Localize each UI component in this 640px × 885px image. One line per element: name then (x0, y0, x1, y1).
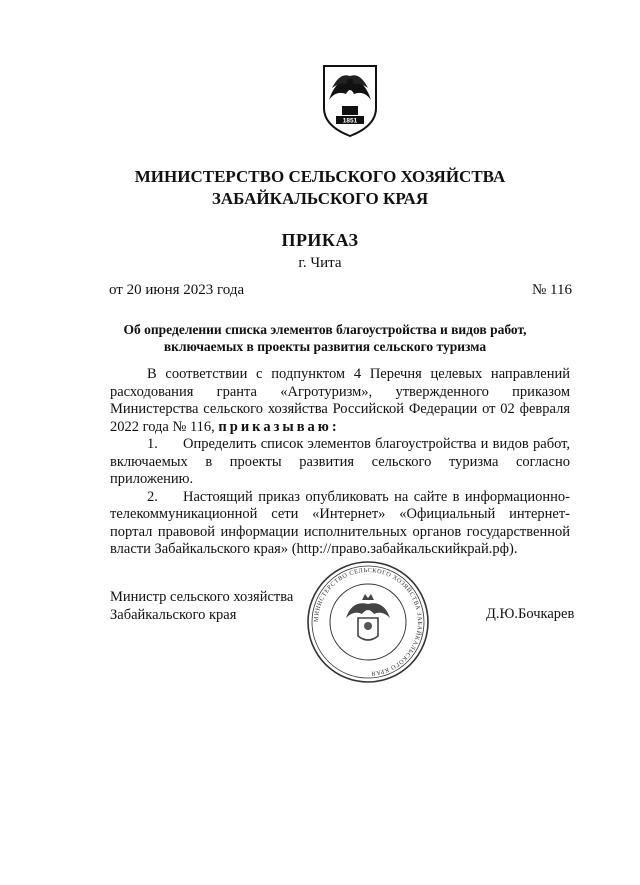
order-item-number: 1. (147, 436, 158, 452)
document-number: № 116 (531, 282, 572, 298)
seal-eagle-icon (346, 594, 390, 640)
subject-line1: Об определении списка элементов благоустройства и видов работ, (123, 322, 527, 337)
document-date: от 20 июня 2023 года (109, 282, 245, 298)
order-item-1 (110, 436, 570, 489)
signatory-name: Д.Ю.Бочкарев (486, 606, 575, 622)
order-item-text: Определить список элементов благоустройства и видов работ, включаемых в проекты развития сельского туризма согласно приложению. (110, 436, 570, 487)
signatory-title-line1: Министр сельского хозяйства (110, 589, 294, 605)
preamble-text: В соответствии с подпунктом 4 Перечня целевых направлений расходования гранта «Агротуризм», утвержденного приказом Министерства сельского хозяйства Российской Федерации от 02 февраля 2022 года № 116, (110, 366, 570, 435)
order-item-2 (110, 489, 570, 559)
order-item-text: Настоящий приказ опубликовать на сайте в информационно-телекоммуникационной сети «Интернет» «Официальный интернет-портал правовой информации исполнительных органов государственной власти Забайкальского края» (http://право.забайкальскийкрай.рф). (110, 488, 570, 557)
ministry-name-line2: ЗАБАЙКАЛЬСКОГО КРАЯ (211, 189, 429, 208)
seal-text: МИНИСТЕРСТВО СЕЛЬСКОГО ХОЗЯЙСТВА ЗАБАЙКАЛЬСКОГО КРАЯ (312, 566, 424, 677)
official-seal-icon (306, 560, 430, 684)
document-type: ПРИКАЗ (281, 230, 359, 250)
order-word: приказываю: (218, 418, 340, 435)
document-subject (120, 321, 530, 355)
ministry-name-line1: МИНИСТЕРСТВО СЕЛЬСКОГО ХОЗЯЙСТВА (134, 167, 506, 186)
signatory-title (110, 588, 293, 624)
document-body (110, 366, 570, 559)
ministry-name (100, 166, 540, 210)
emblem-year: 1851 (342, 117, 358, 125)
signatory-title-line2: Забайкальского края (110, 607, 237, 623)
preamble-paragraph (110, 366, 570, 436)
coat-of-arms-eagle-icon (320, 60, 380, 138)
subject-line2: включаемых в проекты развития сельского туризма (163, 339, 487, 354)
document-city: г. Чита (298, 255, 342, 271)
order-item-number: 2. (147, 488, 158, 505)
